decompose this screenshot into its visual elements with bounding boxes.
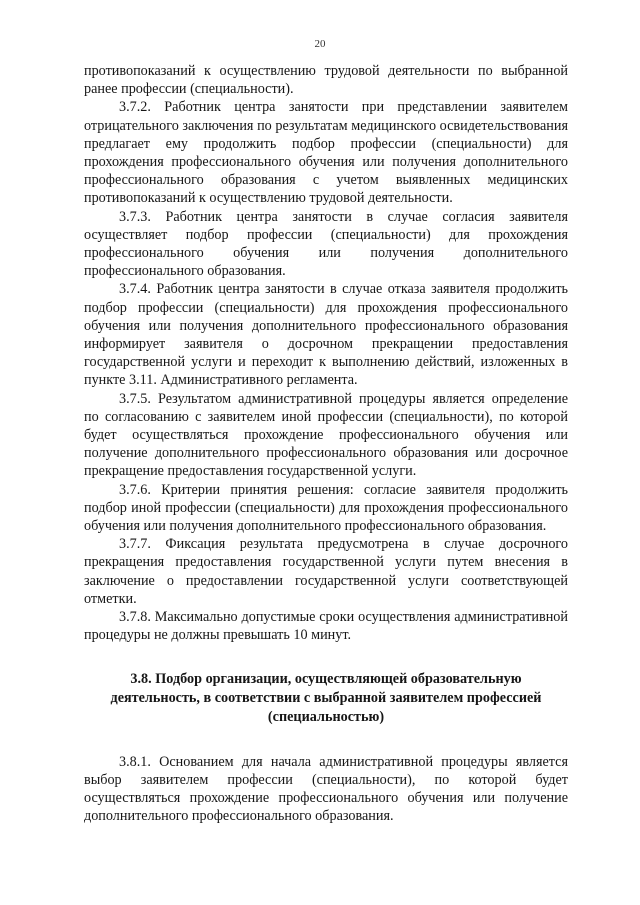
- page-content: [84, 62, 568, 825]
- paragraph-3-7-4: 3.7.4. Работник центра занятости в случае отказа заявителя продолжить подбор профессии (специальности) для прохождения профессионального обучения или получения дополнительного профессионального образования информирует заявителя о досрочном прекращении предоставления государственной услуги и переходит к выполнению действий, изложенных в пункте 3.11. Административного регламента.: [84, 281, 568, 389]
- paragraph-3-7-5: 3.7.5. Результатом административной процедуры является определение по согласованию с заявителем иной профессии (специальности), по которой будет осуществляться прохождение профессионального обучения или получение дополнительного профессионального образования или досрочное прекращение предоставления государственной услуги.: [84, 390, 568, 480]
- paragraph-3-7-6: 3.7.6. Критерии принятия решения: согласие заявителя продолжить подбор иной профессии (специальности) для прохождения профессионального обучения или получения дополнительного профессионального образования.: [84, 481, 568, 535]
- paragraph-3-7-3: 3.7.3. Работник центра занятости в случае согласия заявителя осуществляет подбор профессии (специальности) для прохождения профессионального обучения или получения дополнительного профессионального образования.: [84, 208, 568, 280]
- paragraph-3-7-2: 3.7.2. Работник центра занятости при представлении заявителем отрицательного заключения по результатам медицинского освидетельствования предлагает ему продолжить подбор профессии (специальности) для прохождения профессионального обучения или получения дополнительного профессионального образования с учетом выявленных медицинских противопоказаний к осуществлению трудовой деятельности.: [84, 99, 568, 207]
- spacer: [84, 727, 568, 753]
- paragraph-continuation: противопоказаний к осуществлению трудовой деятельности по выбранной ранее профессии (специальности).: [84, 63, 568, 98]
- paragraph-3-8-1: 3.8.1. Основанием для начала административной процедуры является выбор заявителем профессии (специальности), по которой будет осуществляться прохождение профессионального обучения или получение дополнительного профессионального образования.: [84, 753, 568, 825]
- section-heading-3-8: 3.8. Подбор организации, осуществляющей образовательную деятельность, в соответствии с выбранной заявителем профессией (специальностью): [110, 670, 542, 725]
- paragraph-3-7-7: 3.7.7. Фиксация результата предусмотрена в случае досрочного прекращения предоставления государственной услуги путем внесения в заключение о предоставлении государственной услуги соответствующей отметки.: [84, 536, 568, 607]
- page-number: 20: [314, 38, 326, 50]
- paragraph-3-7-8: 3.7.8. Максимально допустимые сроки осуществления административной процедуры не должны превышать 10 минут.: [84, 609, 568, 644]
